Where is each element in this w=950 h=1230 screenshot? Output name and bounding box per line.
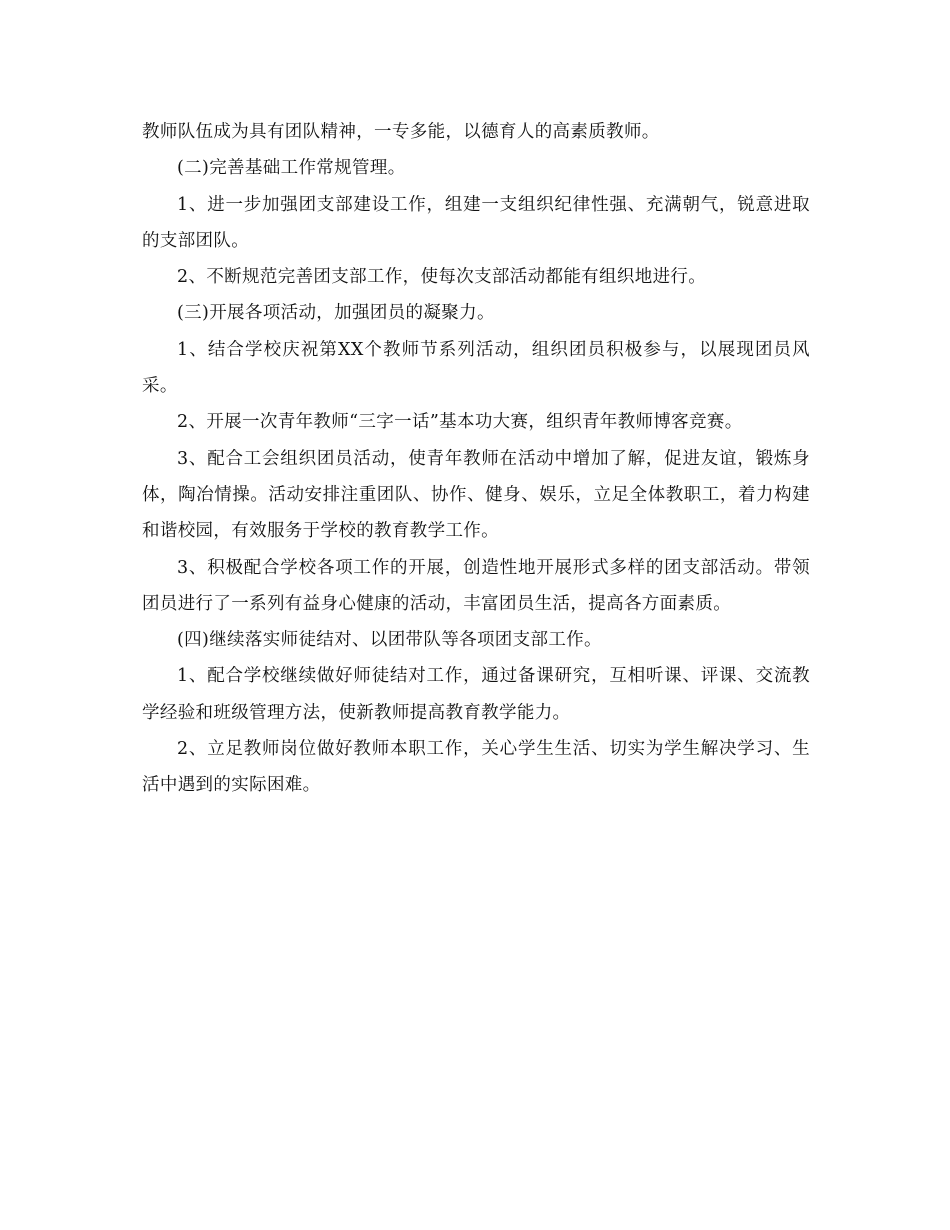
paragraph-10-heading: (四)继续落实师徒结对、以团带队等各项团支部工作。 — [177, 630, 602, 651]
paragraph-11: 1、配合学校继续做好师徒结对工作，通过备课研究，互相听课、评课、交流教学经验和班级管理方法，使新教师提高教育教学能力。 — [142, 666, 810, 723]
paragraph-3: 1、进一步加强团支部建设工作，组建一支组织纪律性强、充满朝气，锐意进取的支部团队。 — [142, 194, 810, 251]
paragraph-5-heading: (三)开展各项活动，加强团员的凝聚力。 — [177, 303, 495, 324]
paragraph-12: 2、立足教师岗位做好教师本职工作，关心学生生活、切实为学生解决学习、生活中遇到的实际困难。 — [142, 739, 810, 796]
paragraph-6: 1、结合学校庆祝第XX个教师节系列活动，组织团员积极参与，以展现团员风采。 — [142, 339, 810, 397]
paragraph-2-heading: (二)完善基础工作常规管理。 — [177, 158, 406, 179]
paragraph-1: 教师队伍成为具有团队精神，一专多能，以德育人的高素质教师。 — [142, 122, 660, 142]
paragraph-9: 3、积极配合学校各项工作的开展，创造性地开展形式多样的团支部活动。带领团员进行了一系列有益身心健康的活动，丰富团员生活，提高各方面素质。 — [142, 557, 810, 614]
paragraph-8: 3、配合工会组织团员活动，使青年教师在活动中增加了解，促进友谊，锻炼身体，陶冶情操。活动安排注重团队、协作、健身、娱乐，立足全体教职工，着力构建和谐校园，有效服务于学校的教育教学工作。 — [142, 448, 810, 542]
paragraph-7: 2、开展一次青年教师“三字一话”基本功大赛，组织青年教师博客竞赛。 — [177, 412, 743, 433]
paragraph-4: 2、不断规范完善团支部工作，使每次支部活动都能有组织地进行。 — [177, 267, 707, 288]
document-body — [142, 114, 810, 804]
